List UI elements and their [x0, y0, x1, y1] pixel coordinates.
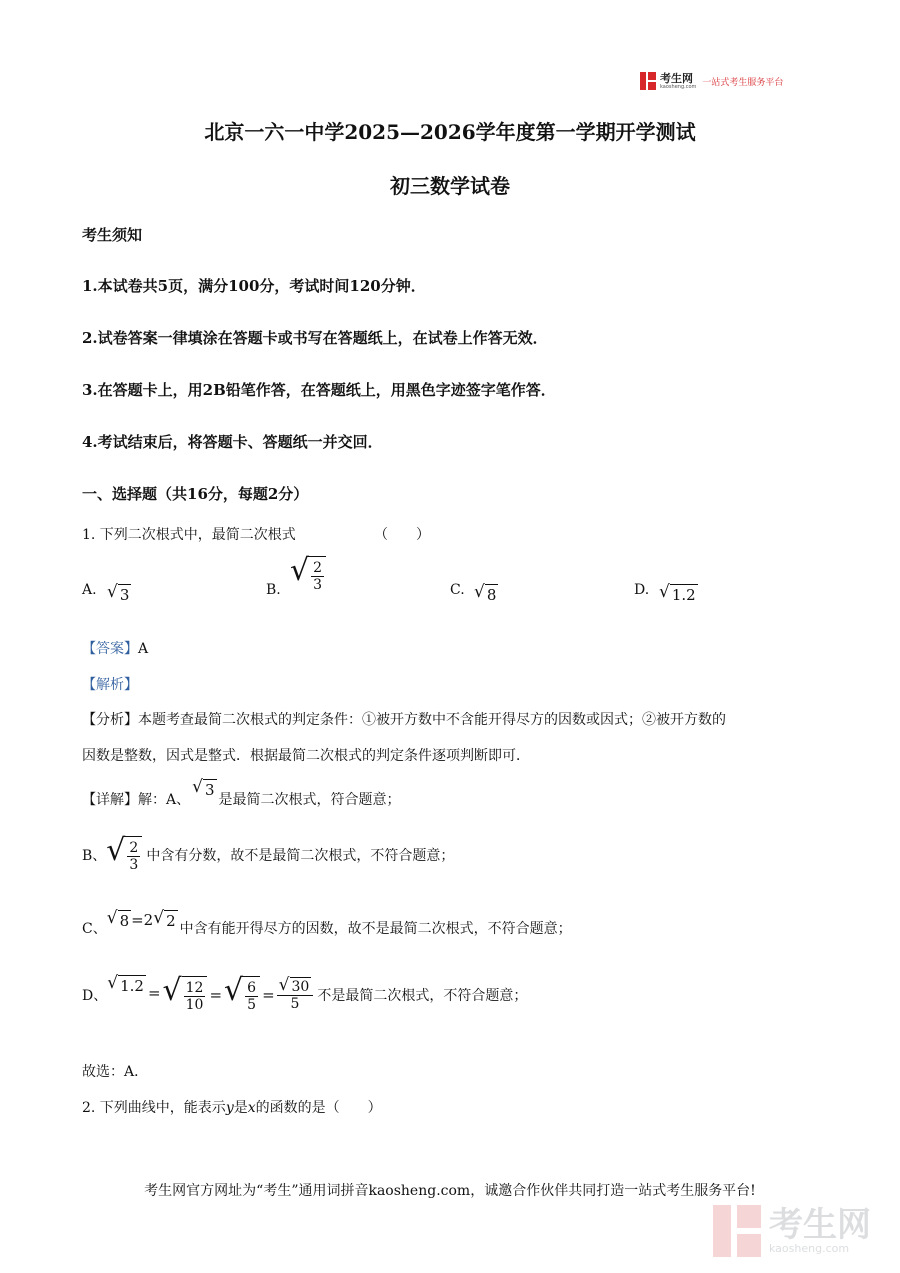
logo-domain: kaosheng.com [660, 83, 697, 90]
numerator: 12 [185, 980, 204, 996]
fraction [184, 980, 206, 1013]
detail-b-text: 中含有分数，故不是最简二次根式，不符合题意； [146, 847, 455, 864]
numerator: 6 [247, 980, 257, 996]
option-d-label: D. [634, 582, 650, 598]
variable-y: y [225, 1100, 234, 1116]
fraction [311, 560, 324, 593]
detail-d-text: 不是最简二次根式，不符合题意； [317, 987, 528, 1004]
option-d-formula [659, 584, 698, 604]
fraction [127, 840, 140, 873]
option-b-formula [290, 553, 326, 593]
numerator: 2 [313, 560, 323, 576]
radicand: 8 [486, 586, 497, 604]
sqrt-symbol: √ 8 [474, 582, 497, 604]
sqrt-symbol: √ 30 [278, 975, 310, 995]
detail-a-formula [192, 779, 216, 799]
radicand: 1.2 [671, 586, 696, 604]
denominator: 5 [247, 997, 257, 1013]
q2-text-mid: 是 [233, 1100, 248, 1116]
answer-line [82, 638, 148, 658]
detail-c-prefix: C、 [82, 921, 107, 937]
sqrt-symbol: √ 1.2 [107, 972, 144, 995]
option-c-formula [474, 584, 498, 604]
watermark-name: 考生网 [769, 1205, 871, 1245]
analysis-tag: 【解析】 [82, 677, 138, 693]
detail-d-formula [107, 972, 313, 1013]
fenxi-text: 本题考查最简二次根式的判定条件：①被开方数中不含能开得尽方的因数或因式；②被开方数的 [138, 712, 726, 728]
sqrt-symbol: √ 3 [192, 777, 215, 799]
footer-text: 考生网官方网址为“考生”通用词拼音kaosheng.com，诚邀合作伙伴共同打造一站式考生服务平台! [144, 1183, 756, 1199]
exam-title: 北京一六一中学2025—2026学年度第一学期开学测试 [204, 120, 696, 144]
detail-tag: 【详解】 [82, 792, 138, 808]
kaosheng-logo-icon [640, 72, 656, 90]
conclusion: 故选：A． [82, 1064, 149, 1080]
notice-heading: 考生须知 [82, 226, 143, 244]
sqrt-symbol: √ $\frac{12}{10}$ [163, 976, 208, 1013]
radicand: 30 [291, 979, 310, 995]
notice-item: 3.在答题卡上，用2B铅笔作答，在答题纸上，用黑色字迹签字笔作答． [82, 381, 556, 399]
notice-item: 1.本试卷共5页，满分100分，考试时间120分钟． [82, 277, 426, 295]
equals-sign: = [147, 983, 161, 1002]
detail-a-prefix: 解：A、 [138, 792, 191, 808]
watermark [713, 1205, 871, 1257]
sqrt-symbol: √ 8 [106, 908, 130, 930]
denominator: 3 [129, 857, 139, 873]
notice-item: 2.试卷答案一律填涂在答题卡或书写在答题纸上，在试卷上作答无效． [82, 329, 548, 347]
numerator: 2 [129, 840, 139, 856]
answer-value: A [138, 641, 149, 657]
option-a-formula [107, 584, 131, 604]
fenxi-line-2: 因数是整数，因式是整式．根据最简二次根式的判定条件逐项判断即可． [82, 748, 530, 764]
equals-sign: = [209, 985, 223, 1004]
detail-b-prefix: B、 [82, 847, 107, 864]
question-stem: 1. 下列二次根式中，最简二次根式 [82, 527, 296, 543]
denominator: 5 [290, 996, 300, 1012]
detail-d-line [82, 972, 528, 1013]
detail-c-line [82, 908, 572, 938]
radicand: 8 [119, 912, 130, 930]
option-a-label: A. [82, 582, 97, 598]
radicand: 1.2 [120, 976, 144, 995]
fraction [277, 977, 314, 1012]
detail-b-line [82, 833, 455, 873]
radicand: 3 [204, 781, 215, 799]
q2-text-post: 的函数的是（ ） [255, 1100, 382, 1116]
sqrt-symbol: √ 1.2 [659, 582, 696, 604]
answer-bracket: （ ） [374, 527, 430, 543]
sqrt-symbol: √ 2 [153, 908, 176, 930]
answer-tag: 【答案】 [82, 641, 138, 657]
watermark-domain: kaosheng.com [769, 1242, 850, 1255]
denominator: 3 [313, 577, 323, 593]
option-c-label: C. [450, 582, 465, 598]
sqrt-symbol: √ $\frac{2}{3}$ [106, 836, 142, 873]
kaosheng-watermark-icon [713, 1205, 761, 1257]
detail-d-prefix: D、 [82, 987, 108, 1004]
q2-text-pre: 2. 下列曲线中，能表示 [82, 1100, 226, 1116]
detail-b-formula [106, 833, 142, 873]
fraction [245, 980, 258, 1013]
fenxi-line-1 [82, 709, 726, 729]
detail-c-formula [107, 910, 178, 930]
sqrt-symbol: √ $\frac{6}{5}$ [224, 976, 260, 1013]
variable-x: x [247, 1100, 256, 1116]
notice-item: 4.考试结束后，将答题卡、答题纸一并交回． [82, 433, 383, 451]
radicand: 2 [166, 912, 176, 930]
logo-name: 考生网 [660, 71, 693, 85]
exam-subtitle: 初三数学试卷 [390, 174, 510, 198]
equals-expression: =2 [131, 911, 154, 929]
option-b-label: B. [266, 582, 281, 598]
question-2-stem [82, 1097, 382, 1117]
sqrt-symbol: √ $\frac{2}{3}$ [290, 556, 326, 593]
logo-slogan: 一站式考生服务平台 [702, 77, 784, 88]
detail-a-text: 是最简二次根式，符合题意； [218, 792, 401, 808]
detail-a-line [82, 777, 401, 809]
denominator: 10 [185, 997, 204, 1013]
site-logo [640, 72, 783, 90]
section-heading: 一、选择题（共16分，每题2分） [82, 485, 309, 503]
sqrt-symbol: √ 3 [107, 582, 130, 604]
equals-sign: = [262, 985, 275, 1004]
detail-c-text: 中含有能开得尽方的因数，故不是最简二次根式，不符合题意； [179, 921, 572, 937]
fenxi-tag: 【分析】 [82, 712, 138, 728]
radicand: 3 [119, 586, 130, 604]
